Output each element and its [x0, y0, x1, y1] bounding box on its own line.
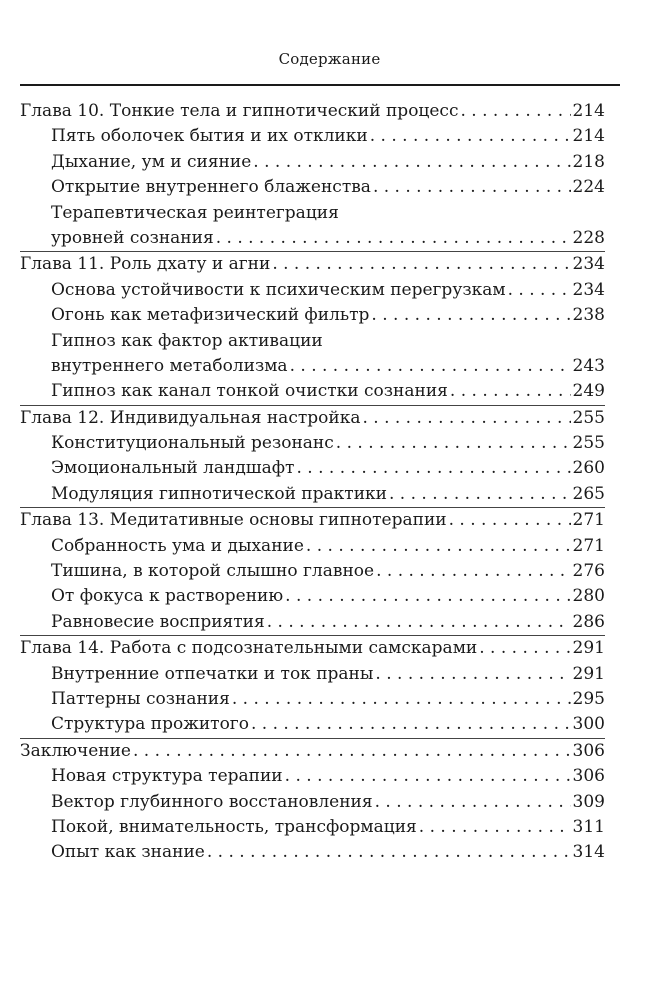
toc-page-number: 255 — [572, 407, 605, 428]
dot-leader — [285, 764, 571, 789]
dot-leader — [296, 456, 570, 481]
toc-page-number: 309 — [572, 791, 605, 812]
toc-section — [20, 251, 605, 404]
toc-page-number: 218 — [572, 151, 605, 172]
toc-subentry[interactable] — [20, 431, 605, 456]
dot-leader — [449, 508, 571, 533]
toc-subentry[interactable] — [20, 379, 605, 404]
toc-page-number: 276 — [572, 561, 605, 582]
toc-chapter-entry[interactable] — [20, 508, 605, 533]
dot-leader — [375, 790, 571, 815]
toc-page-number: 291 — [572, 638, 605, 659]
toc-subentry[interactable] — [20, 329, 605, 354]
dot-leader — [290, 354, 571, 379]
toc-section — [20, 738, 605, 866]
toc-subentry[interactable] — [20, 610, 605, 635]
toc-entry-title: Модуляция гипнотической практики — [51, 483, 387, 504]
toc-page-number: 280 — [572, 586, 605, 607]
toc-subentry[interactable] — [20, 764, 605, 789]
toc-subentry[interactable] — [20, 175, 605, 200]
dot-leader — [216, 226, 571, 251]
toc-page-number: 234 — [572, 254, 605, 275]
toc-page-number: 291 — [572, 663, 605, 684]
toc-page-number: 295 — [572, 688, 605, 709]
toc-entry-title: Равновесие восприятия — [51, 611, 265, 632]
toc-entry-title: Опыт как знание — [51, 842, 205, 863]
toc-entry-title: Глава 11. Роль дхату и агни — [20, 254, 271, 275]
toc-subentry[interactable] — [20, 354, 605, 379]
dot-leader — [306, 534, 571, 559]
toc-page-number: 243 — [572, 355, 605, 376]
toc-page-number: 214 — [572, 126, 605, 147]
toc-entry-title: Глава 10. Тонкие тела и гипнотический процесс — [20, 101, 459, 121]
toc-page-number: 271 — [572, 510, 605, 531]
dot-leader — [253, 150, 570, 175]
toc-entry-title: Тишина, в которой слышно главное — [51, 561, 375, 582]
toc-subentry[interactable] — [20, 226, 605, 251]
dot-leader — [450, 379, 571, 404]
toc-subentry[interactable] — [20, 790, 605, 815]
toc-entry-title: Пять оболочек бытия и их отклики — [51, 126, 368, 147]
toc-page-number: 300 — [572, 714, 605, 735]
toc-page-number: 260 — [572, 458, 605, 479]
toc-page-number: 238 — [572, 305, 605, 326]
toc-page-number: 224 — [572, 177, 605, 198]
toc-subentry[interactable] — [20, 815, 605, 840]
page-title: Содержание — [278, 50, 381, 68]
toc-page-number: 311 — [572, 816, 605, 837]
toc-chapter-entry[interactable] — [20, 252, 605, 277]
toc-section — [20, 507, 605, 635]
toc-subentry[interactable] — [20, 482, 605, 507]
toc-section — [20, 635, 605, 738]
dot-leader — [272, 252, 570, 277]
toc-entry-title: Заключение — [20, 740, 131, 761]
toc-subentry[interactable] — [20, 687, 605, 712]
toc-subentry[interactable] — [20, 456, 605, 481]
toc-entry-title: Открытие внутреннего блаженства — [51, 177, 371, 198]
toc-subentry[interactable] — [20, 201, 605, 226]
toc-section — [20, 99, 605, 251]
dot-leader — [376, 559, 570, 584]
toc-entry-title: Конституциональный резонанс — [51, 433, 334, 454]
toc-entry-title: Собранность ума и дыхание — [51, 535, 304, 556]
toc-chapter-entry[interactable] — [20, 99, 605, 124]
toc-subentry[interactable] — [20, 584, 605, 609]
toc-page-number: 249 — [572, 381, 605, 402]
toc-page-number: 306 — [572, 766, 605, 787]
dot-leader — [460, 99, 570, 124]
toc-entry-title: Глава 14. Работа с подсознательными самскарами — [20, 638, 478, 659]
toc-page-number: 306 — [572, 740, 605, 761]
toc-entry-title: внутреннего метаболизма — [51, 355, 288, 376]
dot-leader — [370, 124, 571, 149]
toc-subentry[interactable] — [20, 303, 605, 328]
toc-entry-title: Глава 13. Медитативные основы гипнотерапии — [20, 510, 447, 531]
toc-page-number: 228 — [572, 227, 605, 248]
dot-leader — [419, 815, 571, 840]
toc-entry-title: Структура прожитого — [51, 714, 249, 735]
toc-entry-title: Основа устойчивости к психическим перегрузкам — [51, 279, 506, 300]
toc-subentry[interactable] — [20, 840, 605, 865]
dot-leader — [362, 406, 570, 431]
toc-chapter-entry[interactable] — [20, 739, 605, 764]
toc-entry-title: Терапевтическая реинтеграция — [51, 202, 339, 223]
dot-leader — [389, 482, 571, 507]
toc-entry-title: Паттерны сознания — [51, 688, 230, 709]
dot-leader — [207, 840, 571, 865]
dot-leader — [373, 175, 571, 200]
dot-leader — [375, 662, 570, 687]
header-rule — [20, 84, 620, 86]
toc-entry-title: Дыхание, ум и сияние — [51, 151, 252, 172]
toc-page-number: 314 — [572, 842, 605, 863]
toc-page-number: 234 — [572, 279, 605, 300]
toc-subentry[interactable] — [20, 662, 605, 687]
dot-leader — [251, 712, 571, 737]
toc-entry-title: Вектор глубинного восстановления — [51, 791, 373, 812]
toc-entry-title: Покой, внимательность, трансформация — [51, 816, 417, 837]
toc-subentry[interactable] — [20, 534, 605, 559]
toc-page-number: 286 — [572, 611, 605, 632]
dot-leader — [371, 303, 570, 328]
toc-subentry[interactable] — [20, 124, 605, 149]
toc-entry-title: Внутренние отпечатки и ток праны — [51, 663, 374, 684]
toc-section — [20, 405, 605, 508]
dot-leader — [336, 431, 571, 456]
toc-chapter-entry[interactable] — [20, 406, 605, 431]
toc-entry-title: Эмоциональный ландшафт — [51, 458, 295, 479]
toc-entry-title: Гипноз как канал тонкой очистки сознания — [51, 381, 448, 402]
toc-entry-title: От фокуса к растворению — [51, 586, 284, 607]
toc-page-number: 265 — [572, 483, 605, 504]
toc-entry-title: Глава 12. Индивидуальная настройка — [20, 407, 361, 428]
toc-entry-title: Новая структура терапии — [51, 766, 283, 787]
toc-chapter-entry[interactable] — [20, 636, 605, 661]
toc-page-number: 271 — [572, 535, 605, 556]
dot-leader — [508, 278, 571, 303]
dot-leader — [479, 636, 570, 661]
dot-leader — [232, 687, 571, 712]
toc-entry-title: Гипноз как фактор активации — [51, 330, 323, 351]
dot-leader — [133, 739, 571, 764]
toc-page-number: 214 — [572, 101, 605, 121]
toc-entry-title: уровней сознания — [51, 227, 214, 248]
toc-subentry[interactable] — [20, 278, 605, 303]
dot-leader — [267, 610, 571, 635]
table-of-contents — [20, 99, 605, 866]
toc-subentry[interactable] — [20, 559, 605, 584]
toc-subentry[interactable] — [20, 712, 605, 737]
toc-page-number: 255 — [572, 433, 605, 454]
dot-leader — [285, 584, 570, 609]
toc-subentry[interactable] — [20, 150, 605, 175]
toc-entry-title: Огонь как метафизический фильтр — [51, 305, 370, 326]
